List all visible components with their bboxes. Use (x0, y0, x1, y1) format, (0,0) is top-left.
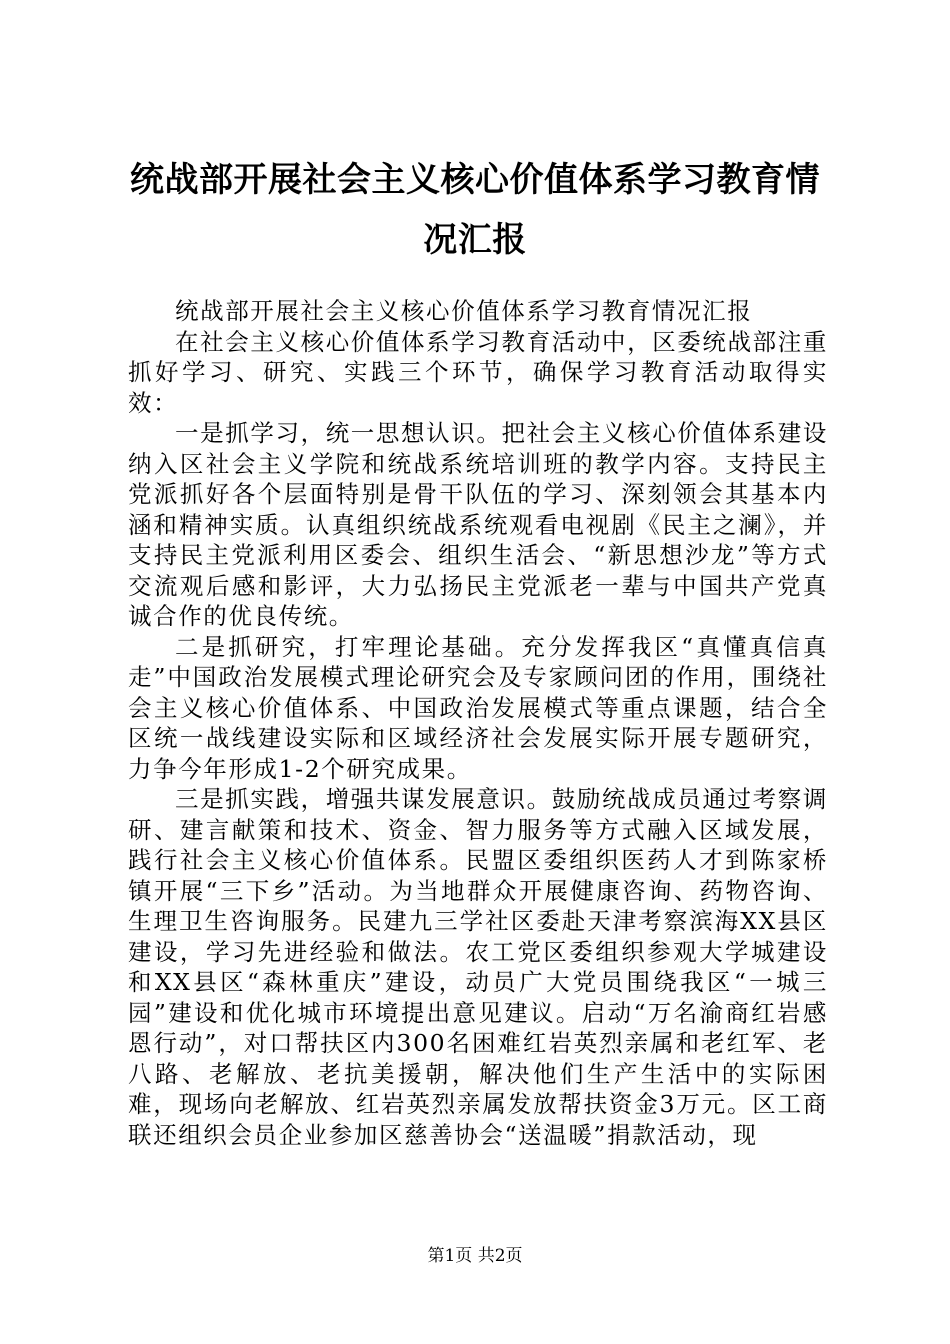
paragraph-subtitle: 统战部开展社会主义核心价值体系学习教育情况汇报 (175, 297, 753, 325)
paragraph-practice: 三是抓实践，增强共谋发展意识。鼓励统战成员通过考察调研、建言献策和技术、资金、智力服务等方式融入区域发展，践行社会主义核心价值体系。民盟区委组织医药人才到陈家桥镇开展“三下乡”活动。为当地群众开展健康咨询、药物咨询、生理卫生咨询服务。民建九三学社区委赴天津考察滨海XX县区建设，学习先进经验和做法。农工党区委组织参观大学城建设和XX县区“森林重庆”建设，动员广大党员围绕我区“一城三园”建设和优化城市环境提出意见建议。启动“万名渝商红岩感恩行动”，对口帮扶区内300名困难红岩英烈亲属和老红军、老八路、老解放、老抗美援朝，解决他们生产生活中的实际困难，现场向老解放、红岩英烈亲属发放帮扶资金3万元。区工商联还组织会员企业参加区慈善协会“送温暖”捐款活动，现 (128, 785, 828, 1149)
paragraph-study: 一是抓学习，统一思想认识。把社会主义核心价值体系建设纳入区社会主义学院和统战系统培训班的教学内容。支持民主党派抓好各个层面特别是骨干队伍的学习、深刻领会其基本内涵和精神实质。认真组织统战系统观看电视剧《民主之澜》，并支持民主党派利用区委会、组织生活会、“新思想沙龙”等方式交流观后感和影评，大力弘扬民主党派老一辈与中国共产党真诚合作的优良传统。 (128, 419, 828, 630)
document-body (128, 296, 828, 1150)
document-title: 统战部开展社会主义核心价值体系学习教育情况汇报 (130, 160, 820, 260)
paragraph-research: 二是抓研究，打牢理论基础。充分发挥我区“真懂真信真走”中国政治发展模式理论研究会及专家顾问团的作用，围绕社会主义核心价值体系、中国政治发展模式等重点课题，结合全区统一战线建设实际和区域经济社会发展实际开展专题研究，力争今年形成1-2个研究成果。 (128, 632, 828, 783)
page-number-footer: 第1页 共2页 (427, 1246, 523, 1266)
paragraph-intro: 在社会主义核心价值体系学习教育活动中，区委统战部注重抓好学习、研究、实践三个环节，确保学习教育活动取得实效： (128, 327, 828, 417)
